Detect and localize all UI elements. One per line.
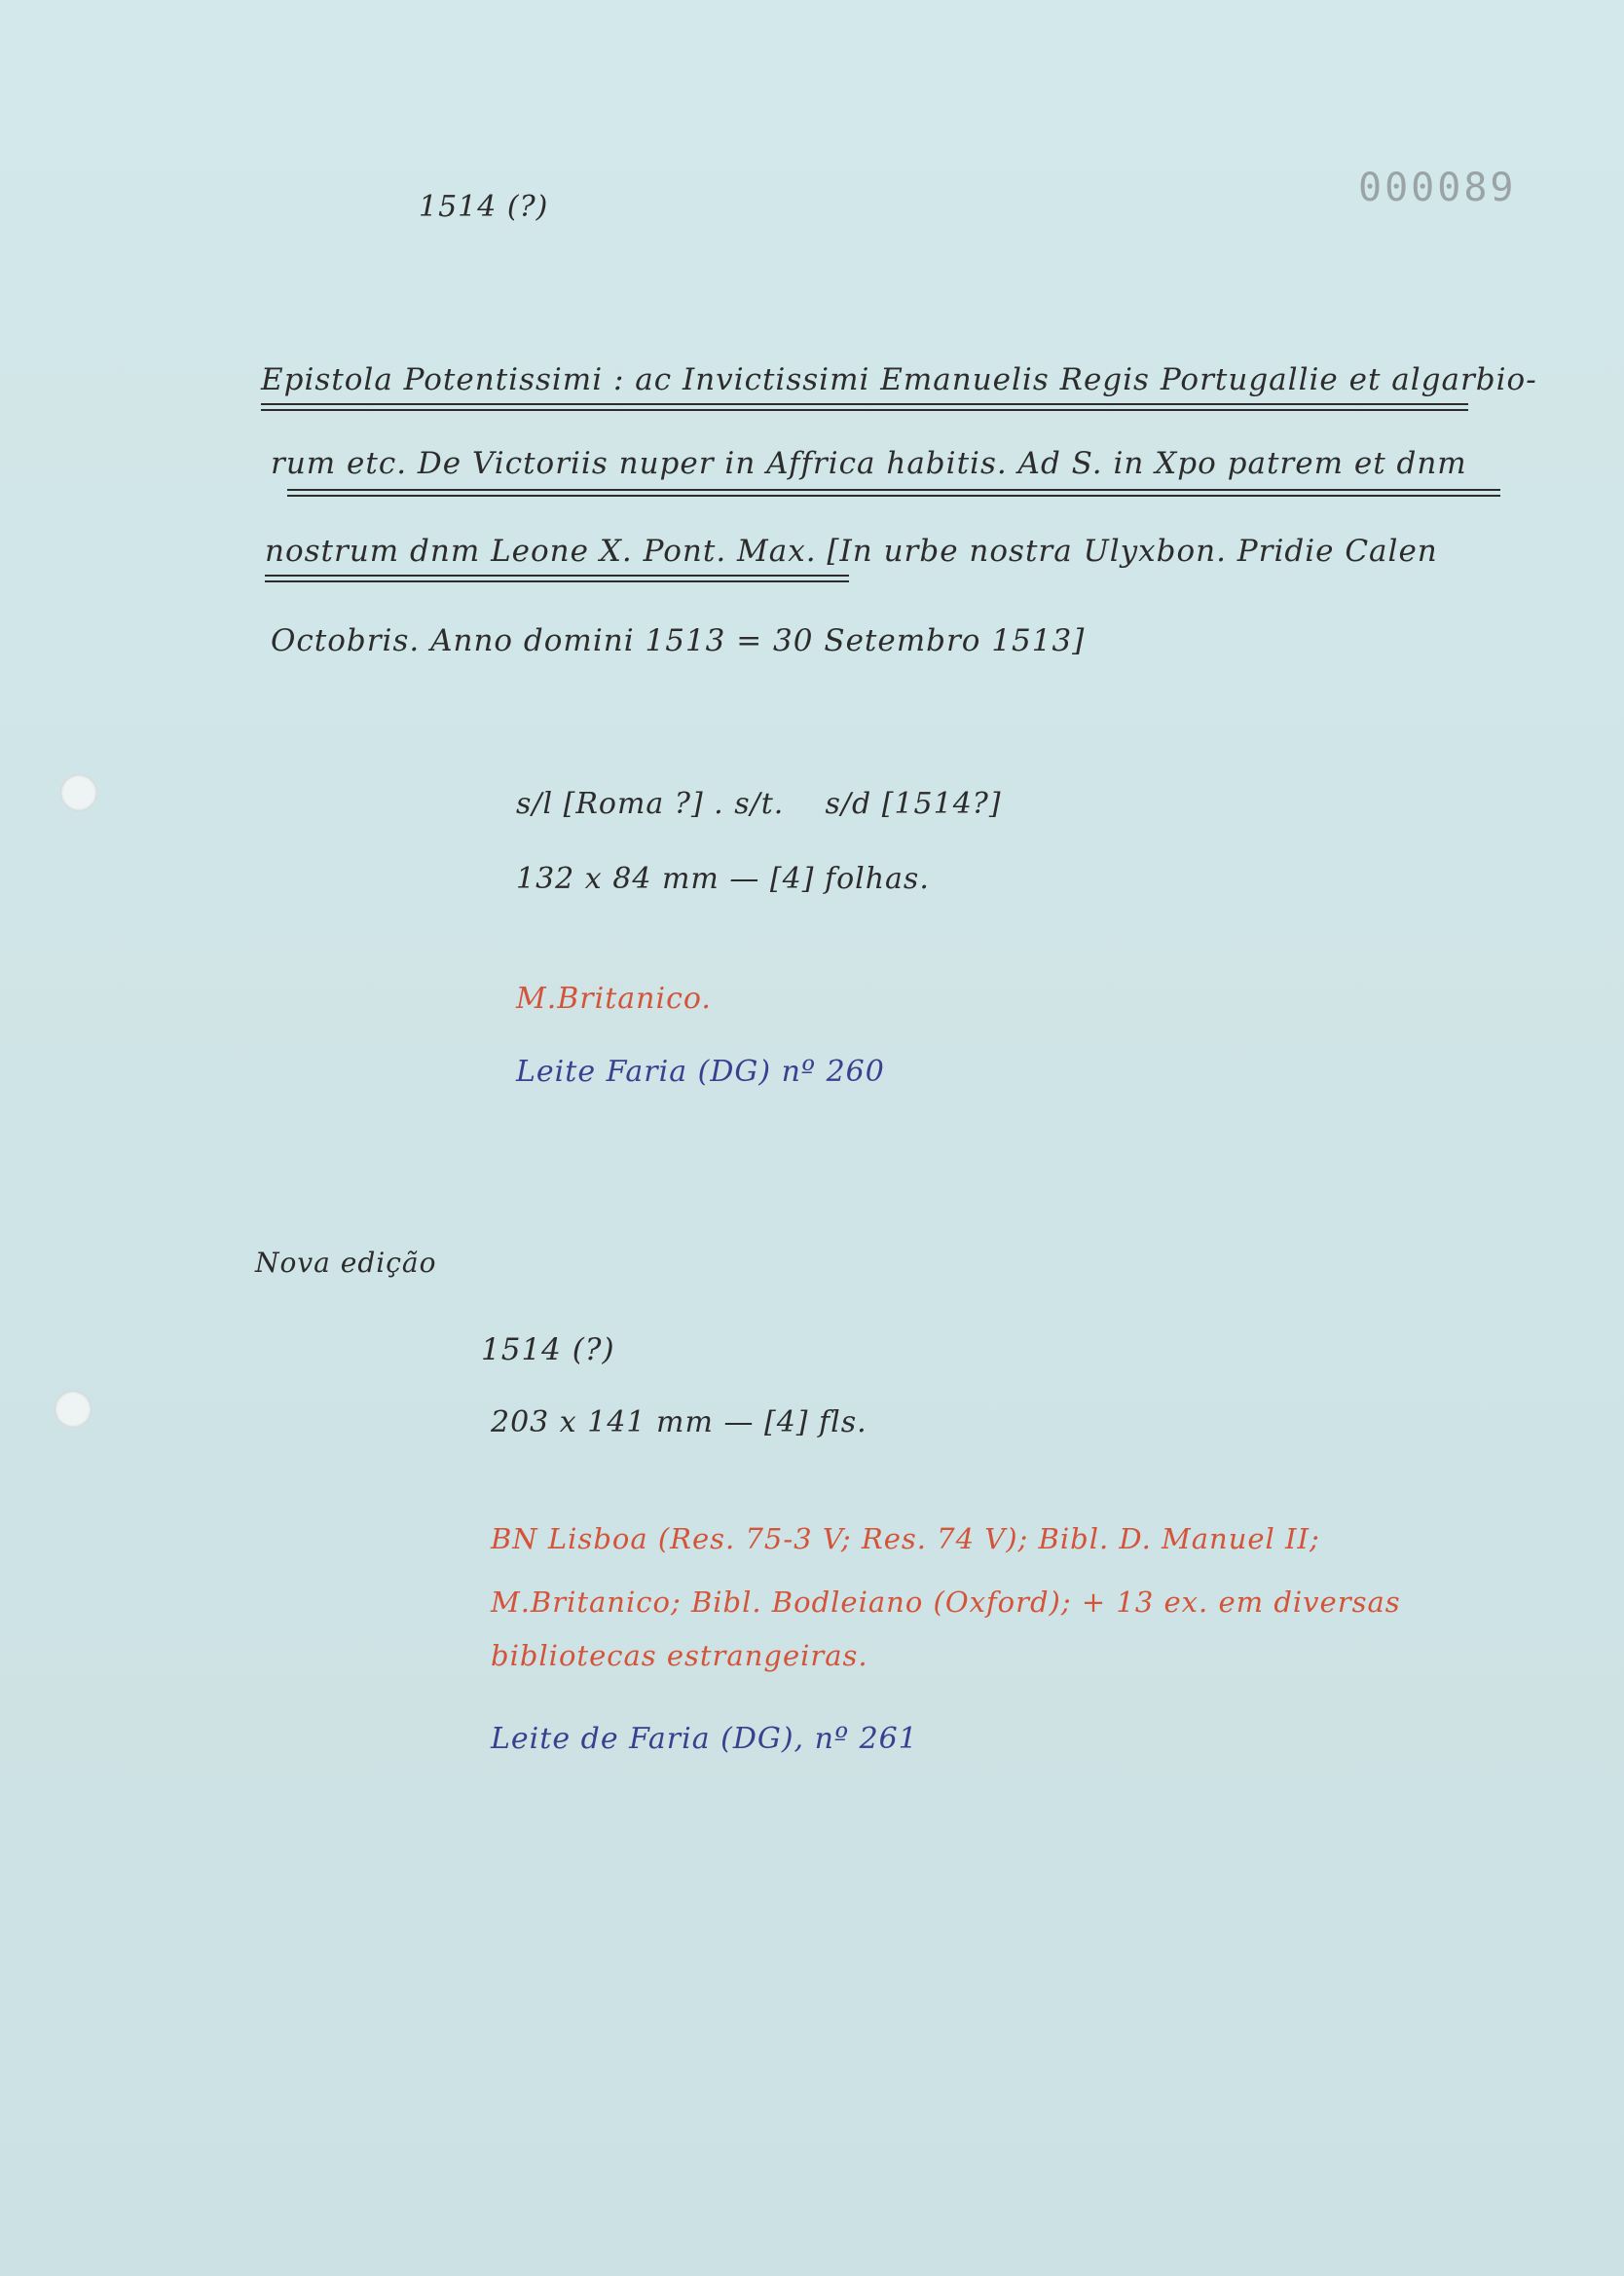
title-line-2: rum etc. De Victoriis nuper in Affrica habitis. Ad S. in Xpo patrem et dnm: [271, 446, 1467, 481]
new-edition-label: Nova edição: [255, 1247, 437, 1279]
title-line-1: Epistola Potentissimi : ac Invictissimi Emanuelis Regis Portugallie et algarbio-: [261, 362, 1537, 397]
imprint-line: s/l [Roma ?] . s/t. s/d [1514?]: [516, 787, 1002, 821]
reference-new-edition: Leite de Faria (DG), nº 261: [491, 1722, 918, 1756]
new-edition-holdings-line-2: M.Britanico; Bibl. Bodleiano (Oxford); + 13 ex. em diversas: [491, 1586, 1401, 1619]
new-edition-holdings-line-1: BN Lisboa (Res. 75-3 V; Res. 74 V); Bibl. D. Manuel II;: [491, 1522, 1320, 1555]
new-edition-date: 1514 (?): [481, 1332, 615, 1367]
archive-stamp-number: 000089: [1358, 166, 1517, 210]
title-underline-1: [261, 403, 1468, 411]
date-header: 1514 (?): [419, 190, 549, 224]
new-edition-format: 203 x 141 mm — [4] fls.: [491, 1405, 867, 1439]
new-edition-holdings-line-3: bibliotecas estrangeiras.: [491, 1639, 868, 1672]
format-line: 132 x 84 mm — [4] folhas.: [516, 862, 930, 896]
title-underline-2: [287, 489, 1500, 497]
punch-hole-top: [60, 774, 97, 811]
reference-first-edition: Leite Faria (DG) nº 260: [516, 1055, 885, 1089]
title-line-3: nostrum dnm Leone X. Pont. Max. [In urbe nostra Ulyxbon. Pridie Calen: [265, 534, 1438, 569]
title-line-4: Octobris. Anno domini 1513 = 30 Setembro 1513]: [271, 623, 1086, 658]
holdings-first-edition: M.Britanico.: [516, 982, 712, 1016]
title-underline-3: [265, 575, 849, 582]
punch-hole-bottom: [55, 1391, 92, 1428]
